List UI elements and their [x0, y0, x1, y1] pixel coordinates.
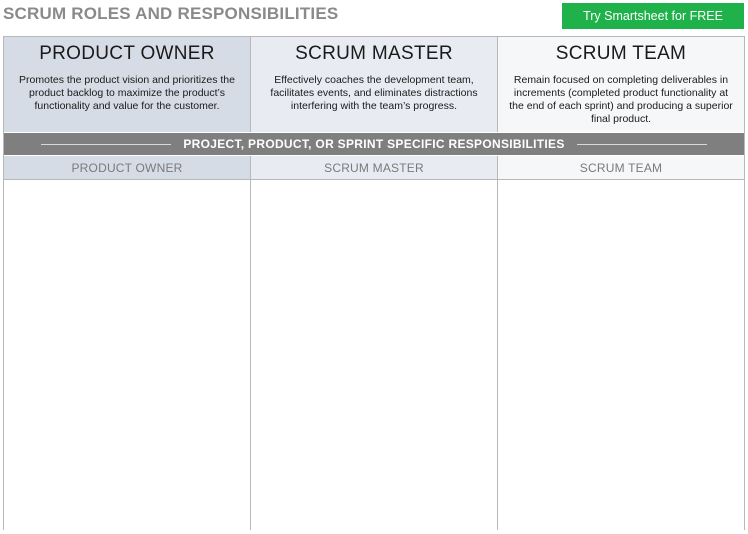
- role-description: Effectively coaches the development team, facilitates events, and eliminates distractions interfering with the team’s progress.: [270, 74, 478, 112]
- role-title: SCRUM MASTER: [295, 43, 453, 64]
- sub-header-row: [4, 156, 744, 179]
- role-title: SCRUM TEAM: [555, 43, 687, 64]
- role-description: Remain focused on completing deliverables in increments (completed product functionality at the end of each sprint) and producing a superior final product.: [509, 74, 733, 125]
- section-banner: [4, 133, 744, 155]
- banner-label: PROJECT, PRODUCT, OR SPRINT SPECIFIC RESPONSIBILITIES: [183, 137, 565, 151]
- role-cell-scrum-master: [251, 37, 498, 132]
- banner-rule-right: [577, 144, 707, 145]
- role-description: Promotes the product vision and prioritizes the product backlog to maximize the product’s functionality and value for the customer.: [19, 74, 235, 112]
- sub-header-product-owner: PRODUCT OWNER: [4, 156, 251, 179]
- scrum-team-entry-area[interactable]: [498, 180, 744, 530]
- responsibilities-grid: [3, 36, 745, 530]
- role-cell-scrum-team: [498, 37, 744, 132]
- responsibilities-body-row: [4, 179, 744, 529]
- try-smartsheet-button[interactable]: Try Smartsheet for FREE: [562, 3, 744, 29]
- page-title: SCRUM ROLES AND RESPONSIBILITIES: [3, 4, 339, 23]
- banner-rule-left: [41, 144, 171, 145]
- scrum-master-entry-area[interactable]: [251, 180, 498, 530]
- sub-header-scrum-master: SCRUM MASTER: [251, 156, 498, 179]
- role-header-row: [4, 37, 744, 132]
- product-owner-entry-area[interactable]: [4, 180, 251, 530]
- sub-header-scrum-team: SCRUM TEAM: [498, 156, 744, 179]
- role-cell-product-owner: [4, 37, 251, 132]
- role-title: PRODUCT OWNER: [39, 43, 215, 64]
